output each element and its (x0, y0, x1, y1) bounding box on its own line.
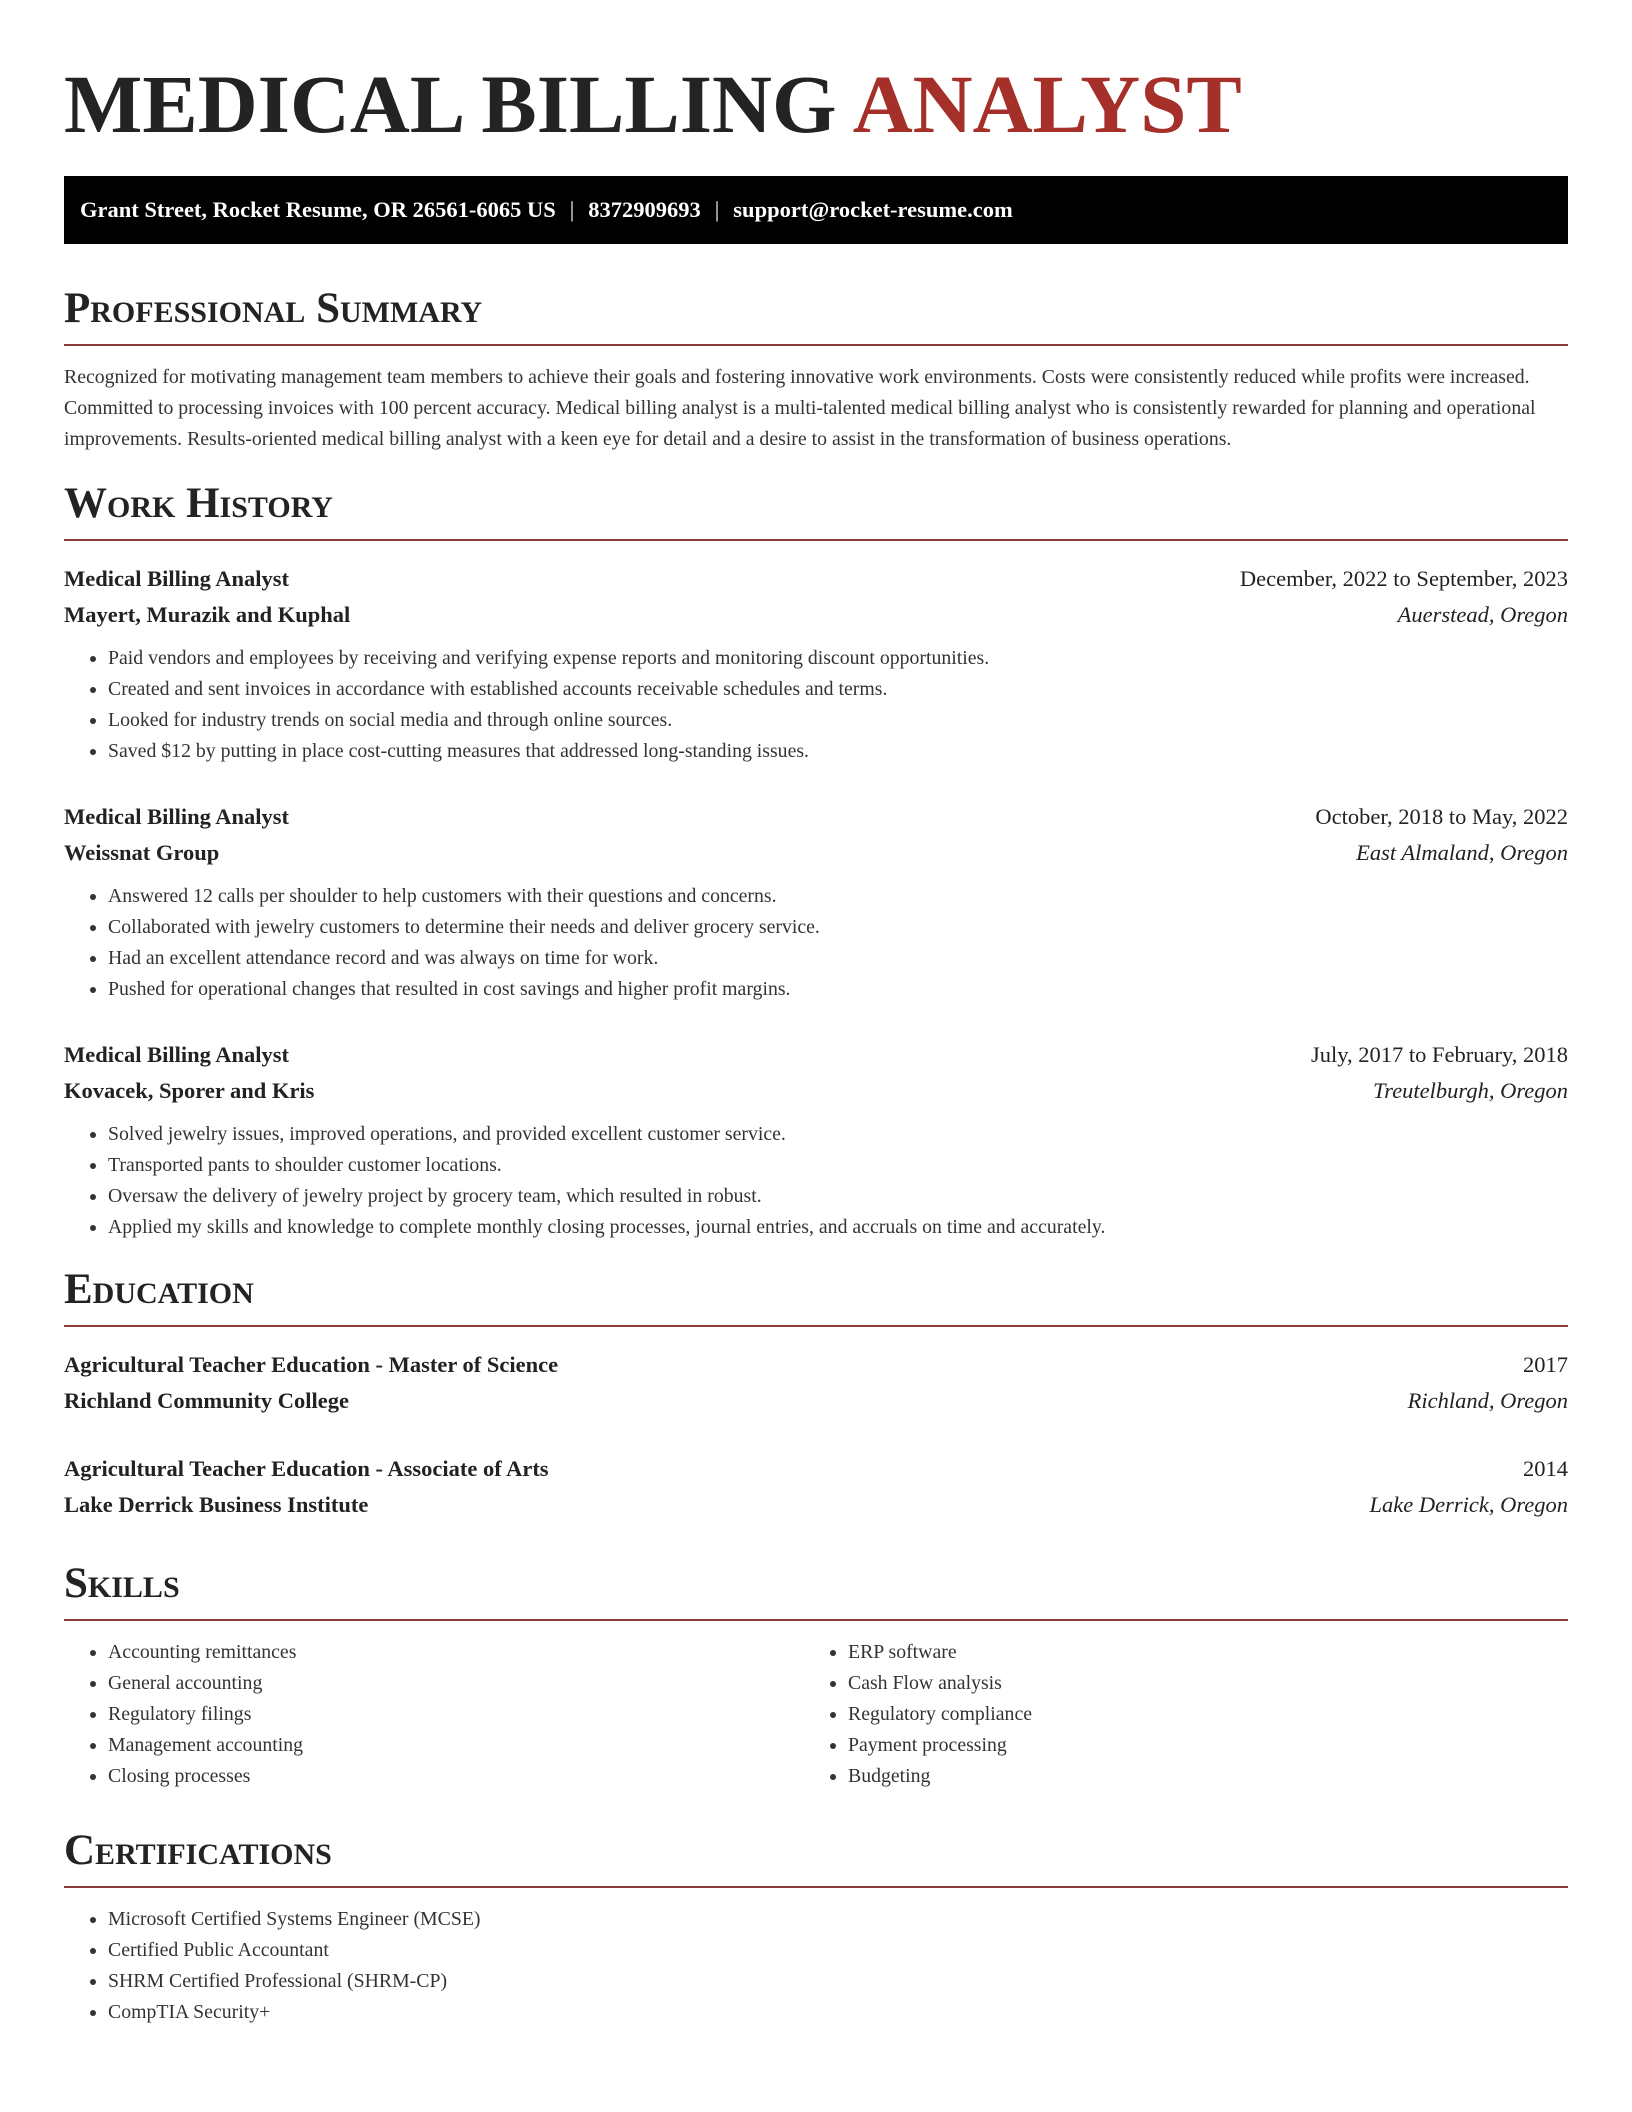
contact-phone[interactable]: 8372909693 (588, 197, 701, 222)
job-title: Medical Billing Analyst (64, 566, 290, 591)
certification-item: • Microsoft Certified Systems Engineer (MCSE) (108, 1904, 1568, 1935)
job-header-row (64, 799, 1568, 835)
job-bullet: • Pushed for operational changes that resulted in cost savings and higher profit margins. (108, 974, 1568, 1005)
title-accent: ANALYST (852, 58, 1242, 150)
contact-address: Grant Street, Rocket Resume, OR 26561-6065 US (80, 197, 556, 222)
job-bullet: • Paid vendors and employees by receiving and verifying expense reports and monitoring discount opportunities. (108, 643, 1568, 674)
education-entry (64, 1451, 1568, 1523)
education-degree-row (64, 1347, 1568, 1383)
job-header-row (64, 1037, 1568, 1073)
contact-bar (64, 176, 1568, 244)
education-school-row (64, 1487, 1568, 1523)
education-year: 2014 (1523, 1456, 1568, 1481)
skill-item: • Payment processing (848, 1730, 1544, 1761)
skill-item: • Management accounting (108, 1730, 804, 1761)
skills-heading: Skills (64, 1559, 1568, 1621)
education-school: Richland Community College (64, 1388, 350, 1413)
skill-item: • Accounting remittances (108, 1637, 804, 1668)
education-school: Lake Derrick Business Institute (64, 1492, 369, 1517)
summary-heading: Professional Summary (64, 284, 1568, 346)
job-company: Mayert, Murazik and Kuphal (64, 602, 351, 627)
job-entry (64, 561, 1568, 767)
job-company-row (64, 1073, 1568, 1109)
education-location: Richland, Oregon (1407, 1388, 1568, 1413)
job-bullet: • Oversaw the delivery of jewelry project by grocery team, which resulted in robust. (108, 1181, 1568, 1212)
skills-column-right (804, 1637, 1544, 1792)
skill-item: • General accounting (108, 1668, 804, 1699)
job-dates: July, 2017 to February, 2018 (1310, 1042, 1568, 1067)
job-bullet: • Created and sent invoices in accordance with established accounts receivable schedules and terms. (108, 674, 1568, 705)
job-bullet: • Applied my skills and knowledge to complete monthly closing processes, journal entries, and accruals on time and accurately. (108, 1212, 1568, 1243)
skill-item: • Closing processes (108, 1761, 804, 1792)
education-degree-row (64, 1451, 1568, 1487)
education-school-row (64, 1383, 1568, 1419)
job-company-row (64, 835, 1568, 871)
job-bullet: • Had an excellent attendance record and was always on time for work. (108, 943, 1568, 974)
education-degree: Agricultural Teacher Education - Associate of Arts (64, 1456, 549, 1481)
job-bullet: • Solved jewelry issues, improved operations, and provided excellent customer service. (108, 1119, 1568, 1150)
skills-grid (64, 1637, 1568, 1792)
job-title: Medical Billing Analyst (64, 1042, 290, 1067)
job-title: Medical Billing Analyst (64, 804, 290, 829)
job-company-row (64, 597, 1568, 633)
certification-item: • Certified Public Accountant (108, 1935, 1568, 1966)
education-entry (64, 1347, 1568, 1419)
skill-item: • Regulatory compliance (848, 1699, 1544, 1730)
certification-item: • SHRM Certified Professional (SHRM-CP) (108, 1966, 1568, 1997)
job-bullets (64, 643, 1568, 767)
job-location: East Almaland, Oregon (1356, 840, 1568, 865)
job-bullet: • Collaborated with jewelry customers to determine their needs and deliver grocery service. (108, 912, 1568, 943)
job-bullet: • Looked for industry trends on social media and through online sources. (108, 705, 1568, 736)
certifications-list (64, 1904, 1568, 2028)
job-entry (64, 799, 1568, 1005)
certification-item: • CompTIA Security+ (108, 1997, 1568, 2028)
education-year: 2017 (1523, 1352, 1568, 1377)
skill-item: • Regulatory filings (108, 1699, 804, 1730)
job-dates: December, 2022 to September, 2023 (1239, 566, 1568, 591)
education-location: Lake Derrick, Oregon (1369, 1492, 1568, 1517)
job-company: Weissnat Group (64, 840, 220, 865)
work-history-heading: Work History (64, 479, 1568, 541)
job-company: Kovacek, Sporer and Kris (64, 1078, 315, 1103)
job-bullet: • Saved $12 by putting in place cost-cutting measures that addressed long-standing issues. (108, 736, 1568, 767)
title-main: MEDICAL BILLING (64, 58, 837, 150)
job-dates: October, 2018 to May, 2022 (1315, 804, 1568, 829)
job-entry (64, 1037, 1568, 1243)
skill-item: • Budgeting (848, 1761, 1544, 1792)
summary-text: Recognized for motivating management team members to achieve their goals and fostering innovative work environments. Costs were consistently reduced while profits were increased. Committed to processing invoices with 100 percent accuracy. Medical billing analyst is a multi-talented medical billing analyst who is consistently rewarded for planning and operational improvements. Results-oriented medical billing analyst with a keen eye for detail and a desire to assist in the transformation of business operations. (64, 366, 1536, 450)
contact-email[interactable]: support@rocket-resume.com (733, 197, 1013, 222)
job-bullet: • Transported pants to shoulder customer locations. (108, 1150, 1568, 1181)
education-degree: Agricultural Teacher Education - Master of Science (64, 1352, 559, 1377)
job-bullets (64, 881, 1568, 1005)
certifications-heading: Certifications (64, 1826, 1568, 1888)
skill-item: • ERP software (848, 1637, 1544, 1668)
job-location: Treutelburgh, Oregon (1373, 1078, 1568, 1103)
contact-separator: | (714, 197, 720, 222)
job-header-row (64, 561, 1568, 597)
skills-column-left (64, 1637, 804, 1792)
job-bullet: • Answered 12 calls per shoulder to help customers with their questions and concerns. (108, 881, 1568, 912)
skill-item: • Cash Flow analysis (848, 1668, 1544, 1699)
education-heading: Education (64, 1265, 1568, 1327)
resume-title (64, 0, 1568, 150)
job-bullets (64, 1119, 1568, 1243)
job-location: Auerstead, Oregon (1397, 602, 1568, 627)
contact-separator: | (569, 197, 575, 222)
